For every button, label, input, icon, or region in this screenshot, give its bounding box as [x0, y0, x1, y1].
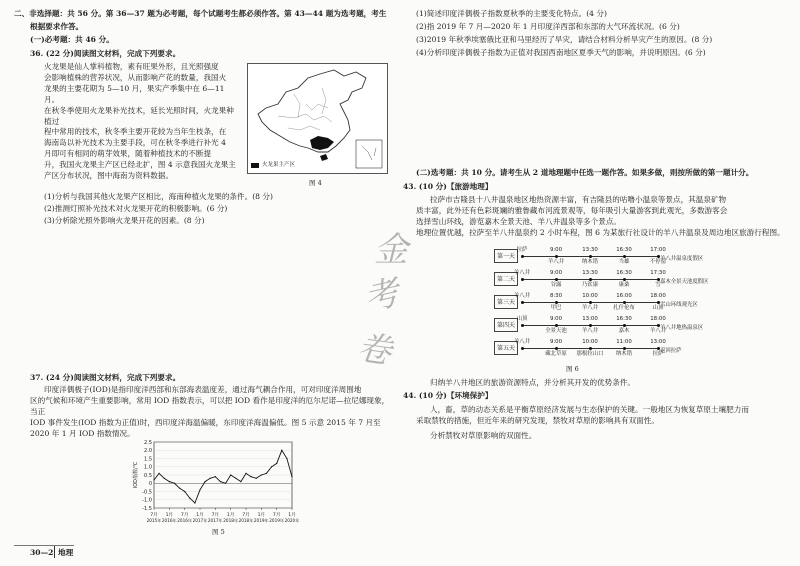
itinerary-note: 雪山环线观光区: [660, 302, 698, 308]
iod-data-point: [230, 474, 231, 475]
itinerary-stop-dot: [589, 324, 592, 327]
china-map-figure: [247, 63, 388, 174]
x-tick-label: 1月: [226, 513, 235, 518]
itinerary-stop-time: 18:00: [650, 316, 666, 322]
inset-lines: [362, 146, 376, 160]
optional-heading: (二)选考题：共 10 分。请考生从 2 道地理题中任选一题作答。如果多做，则按所做的第一题计分。: [416, 168, 754, 177]
itinerary-stop-time: 10:00: [582, 339, 598, 345]
passage-line: 质丰富，此外还有色彩斑斓的雅鲁藏布河流景观等，每年吸引大量游客到此观光，多数游客会: [416, 205, 728, 215]
iod-data-point: [256, 478, 257, 479]
passage-line: 产区分布状况，图中海南为资料数据。: [44, 171, 174, 181]
itinerary-stop-time: 13:00: [582, 316, 598, 322]
itinerary-stop-time: 13:30: [582, 247, 598, 253]
itinerary-stop-time: 8:30: [549, 293, 563, 299]
itinerary-stop-place: 羊八井: [581, 305, 599, 311]
q44-title: 44. (10 分)【环境保护】: [403, 391, 493, 400]
itinerary-stop-time: 9:00: [549, 316, 563, 322]
map-legend-label: 火龙果主产区: [262, 162, 296, 168]
itinerary-stop-dot: [521, 347, 524, 350]
q37-sub1: (1)简述印度洋偶极子指数夏秋季的主要变化特点。(4 分): [416, 9, 607, 18]
x-year-label: 2017年: [207, 518, 223, 523]
itinerary-stop-time: 16:30: [616, 247, 632, 253]
iod-data-point: [159, 473, 160, 474]
x-year-label: 2019年: [269, 518, 285, 523]
province-borders: [278, 88, 332, 130]
passage-line: 火龙果是仙人掌科植物，素有旺果外形，且光照强度: [44, 62, 219, 71]
itinerary-stop-time: 11:00: [616, 339, 632, 345]
x-year-label: 2020年: [284, 518, 300, 523]
itinerary-stop-place: 山顶: [652, 305, 664, 311]
fig4-caption: 图 4: [309, 179, 322, 187]
fig5-caption: 图 5: [212, 528, 225, 536]
itinerary-day-label: 第五天: [494, 341, 518, 355]
itinerary-stop-dot: [555, 278, 558, 281]
itinerary-stop-place: 雪: [655, 282, 661, 288]
iod-data-point: [266, 473, 267, 474]
iod-data-point: [199, 489, 200, 490]
x-year-label: 2016年: [177, 518, 193, 523]
required-heading: (一)必考题：共 46 分。: [30, 35, 114, 44]
y-tick-label: 2.0: [144, 448, 152, 455]
y-tick-label: 0: [148, 481, 152, 488]
iod-data-point: [210, 478, 211, 479]
q37-sub3: (3)2019 年秋季埃塞俄比亚和马里经历了旱灾，请结合材料分析旱灾产生的原因。(8 分): [416, 35, 713, 44]
y-axis-label: IOD指数/℃: [133, 461, 139, 489]
legend-swatch: [251, 163, 259, 168]
itinerary-stop-dot: [589, 347, 592, 350]
itinerary-stop-time: 13:30: [582, 270, 598, 276]
itinerary-stop-place: 嘉木: [618, 328, 630, 334]
itinerary-stop-place: 那根拉山口: [576, 351, 604, 357]
itinerary-stop-place: 藏北草原: [545, 351, 567, 357]
itinerary-stop-time: 羊八井: [513, 270, 531, 276]
itinerary-stop-dot: [555, 301, 558, 304]
itinerary-stop-place: 扎什伦布: [613, 305, 635, 311]
itinerary-stop-dot: [555, 324, 558, 327]
itinerary-stop-dot: [623, 301, 626, 304]
itinerary-day-label: 第四天: [494, 318, 518, 332]
itinerary-stop-place: 甲巴: [550, 305, 562, 311]
passage-line: 拉萨市吉隆县十八井温泉地区地热资源丰富，有吉隆县的咕噜小温泉等景点，其温泉矿物: [430, 195, 727, 204]
itinerary-stop-place: 乃钦康: [581, 282, 599, 288]
passage-line: 升，我国火龙果主产区已经北扩，图 4 示意我国火龙果主: [44, 160, 236, 170]
itinerary-stop-time: 16:30: [616, 316, 632, 322]
x-tick-label: 1月: [257, 513, 266, 518]
itinerary-stop-dot: [623, 278, 626, 281]
itinerary-row: [494, 315, 704, 338]
iod-data-point: [189, 498, 190, 499]
itinerary-stop-time: 16:00: [616, 293, 632, 299]
itinerary-note: 羊八井地热温泉区: [660, 325, 704, 331]
x-tick-label: 7月: [150, 513, 158, 518]
iod-data-point: [225, 483, 226, 484]
itinerary-stop-time: 10:00: [582, 293, 598, 299]
x-year-label: 2017年: [192, 518, 208, 523]
y-tick-label: 1.5: [144, 456, 152, 463]
passage-line: 在秋冬季使用火龙果补光技术，延长光照时间，火龙果种植过: [44, 105, 234, 126]
itinerary-stop-place: 拉萨: [652, 351, 664, 357]
x-year-label: 2015年: [146, 518, 162, 523]
q37-passage: [30, 385, 390, 440]
passage-line: 程中常用的技术，秋冬季主要开花较为当年生枝条，在: [44, 127, 227, 137]
q37-sub4: (4)分析印度洋偶极子指数为正值对我国西南地区夏季天气的影响，并说明原因。(6 分): [416, 48, 706, 57]
itinerary-stop-dot: [589, 255, 592, 258]
watermark-char: 金: [374, 230, 408, 270]
itinerary-stop-time: 9:00: [549, 247, 563, 253]
itinerary-stop-time: 羊八井: [513, 293, 531, 299]
itinerary-row: [494, 246, 704, 269]
passage-line: 2020 年 1 月 IOD 指数情况。: [30, 428, 135, 438]
x-tick-label: 7月: [272, 513, 281, 518]
iod-data-point: [276, 463, 277, 464]
itinerary-stop-time: 16:30: [616, 270, 632, 276]
itinerary-day-label: 第二天: [494, 272, 518, 286]
iod-data-point: [205, 481, 206, 482]
fig6-caption: 图 6: [566, 365, 579, 373]
itinerary-stop-place: 全景天池: [545, 328, 567, 334]
itinerary-stop-dot: [521, 324, 524, 327]
iod-data-point: [174, 483, 175, 484]
iod-data-point: [291, 476, 292, 477]
dragonfruit-region: [310, 136, 334, 150]
itinerary-stop-dot: [623, 324, 626, 327]
itinerary-stop-dot: [589, 278, 592, 281]
itinerary-stop-dot: [555, 347, 558, 350]
itinerary-row: [494, 269, 709, 292]
itinerary-note: 羊八井温泉度假区: [660, 256, 704, 262]
iod-data-point: [286, 458, 287, 459]
x-tick-label: 1月: [196, 513, 204, 518]
passage-line: 月即可有相同的萌芽效果，随着种植技术的不断提: [44, 149, 212, 159]
iod-data-point: [281, 450, 282, 451]
q36-title: 36. (22 分)阅读图文材料，完成下列要求。: [30, 49, 181, 58]
itinerary-stop-time: 羊八井: [513, 339, 531, 345]
passage-line: 选择雪山环线，游览嘉木全景天池、羊八井温泉等多个景点。: [416, 216, 622, 226]
itinerary-day-label: 第三天: [494, 295, 518, 309]
passage-line: 会影响植株的营养状况，从而影响产花的数量，我国火: [44, 72, 227, 82]
q43-title: 43. (10 分)【旅游地理】: [403, 182, 493, 191]
iod-series-line: [154, 450, 292, 503]
x-year-label: 2016年: [161, 518, 177, 523]
itinerary-stop-dot: [555, 255, 558, 258]
passage-line: 印度洋偶极子(IOD)是指印度洋西部和东部海表温度差，通过海气耦合作用，可对印度洋周围地: [44, 385, 362, 394]
q43-passage: [416, 195, 790, 239]
x-year-label: 2018年: [238, 518, 254, 523]
q44-question: 分析禁牧对草原影响的双面性。: [430, 431, 537, 440]
iod-data-point: [251, 476, 252, 477]
x-tick-label: 7月: [242, 513, 250, 518]
q37-sub2: (2)指 2019 年 7 月—2020 年 1 月印度洋西部和东部的大气环流状况。(6 分): [416, 22, 680, 31]
q44-passage: [416, 405, 790, 427]
watermark-char: 卷: [354, 327, 395, 373]
itinerary-row: [494, 338, 690, 361]
iod-data-point: [261, 474, 262, 475]
itinerary-stop-dot: [521, 301, 524, 304]
footer-page-number: 30—2: [30, 548, 54, 557]
iod-chart: [130, 436, 302, 526]
passage-line: 龙果的主要花期为 5—10 月，果实产季集中在 6—11 月。: [44, 83, 225, 104]
x-tick-label: 1月: [165, 513, 174, 518]
itinerary-stop-time: 9:00: [549, 270, 563, 276]
itinerary-stop-dot: [623, 255, 626, 258]
x-year-label: 2018年: [223, 518, 239, 523]
itinerary-figure: [494, 246, 709, 362]
passage-line: 海南岛以补光技术为主要手段，可在秋冬季进行补光 4: [44, 138, 226, 148]
x-year-label: 2019年: [253, 518, 269, 523]
iod-data-point: [220, 481, 221, 482]
section-heading: 二、非选择题：共 56 分。第 36—37 题为必考题，每个试题考生都必须作答。第 43—44 题为选考题，考生: [14, 9, 387, 18]
itinerary-stop-time: 拉萨: [516, 247, 528, 253]
itinerary-stop-time: 18:00: [650, 293, 666, 299]
iod-data-point: [240, 481, 241, 482]
passage-line: 人，畜，草的动态关系是平衡草原经济发展与生态保护的关键。一般地区为恢复草原土壤肥力而: [430, 405, 749, 414]
y-tick-label: -1.5: [142, 505, 152, 512]
passage-line: 采取禁牧的措施，但近年来的研究发现，禁牧对草原的影响具有双面性。: [416, 415, 659, 425]
itinerary-note: 嘉木全景天池度假区: [660, 279, 709, 285]
y-tick-label: -1.0: [142, 497, 152, 504]
passage-line: IOD 事件发生(IOD 指数为正值)时，西印度洋海温偏暖，东印度洋海温偏低。图 5 示意 2015 年 7 月至: [30, 417, 381, 427]
q43-question: 归纳羊八井地区的旅游资源特点，并分析其开发的优势条件。: [430, 378, 636, 387]
itinerary-stop-dot: [521, 255, 524, 258]
iod-data-point: [245, 473, 246, 474]
iod-chart-figure: [130, 436, 302, 526]
itinerary-stop-time: 17:30: [650, 270, 666, 276]
y-tick-label: 0.5: [144, 472, 152, 479]
china-map: [248, 64, 387, 173]
y-tick-label: 2.5: [144, 439, 152, 446]
y-tick-label: 1.0: [144, 464, 152, 471]
iod-data-point: [164, 478, 165, 479]
itinerary-stop-time: 山顶: [516, 316, 528, 322]
footer-rule: [14, 545, 74, 546]
footer-divider: [54, 546, 55, 558]
iod-data-point: [215, 476, 216, 477]
iod-data-point: [194, 502, 195, 503]
itinerary-stop-time: 9:00: [549, 339, 563, 345]
itinerary-stop-place: 纳木错: [615, 351, 633, 357]
itinerary-stop-time: 13:00: [650, 339, 666, 345]
itinerary-stop-place: 羊八井: [581, 328, 599, 334]
hainan-island: [320, 154, 328, 161]
y-tick-label: -0.5: [142, 489, 152, 496]
itinerary-stop-dot: [521, 278, 524, 281]
itinerary-note: 返回拉萨: [660, 348, 682, 354]
itinerary-stop-place: 谷露: [550, 282, 562, 288]
q36-passage: [44, 62, 239, 182]
iod-data-point: [153, 479, 154, 480]
passage-line: 区的气候和环境产生重要影响，常用 IOD 指数表示，可以把 IOD 看作是印度洋的厄尔尼诺—拉尼娜现象，当正: [30, 395, 390, 416]
iod-data-point: [179, 488, 180, 489]
itinerary-stop-place: 康桑: [618, 282, 630, 288]
itinerary-stop-time: 17:00: [650, 247, 666, 253]
itinerary-row: [494, 292, 698, 315]
iod-data-point: [169, 481, 170, 482]
q36-sub2: (2)推测灯照补光技术对火龙果开花的积极影响。(6 分): [44, 204, 228, 213]
itinerary-stop-place: 纳木错: [581, 259, 599, 265]
q36-sub1: (1)分析与我国其他火龙果产区相比，海南种植火龙果的条件。(8 分): [44, 192, 273, 201]
itinerary-stop-dot: [623, 347, 626, 350]
x-tick-label: 1月: [288, 513, 296, 518]
passage-line: 地理位置优越，拉萨至羊八井温泉约 2 小时车程，图 6 为某旅行社设计的羊八井温泉及周边地区旅游行程图。: [416, 227, 785, 237]
itinerary-stop-place: 当雄: [618, 259, 630, 265]
itinerary-stop-place: 羊八井: [649, 328, 667, 334]
itinerary-stop-dot: [589, 301, 592, 304]
section-heading-cont: 根据要求作答。: [30, 22, 84, 31]
q36-sub3: (3)分析除光照外影响火龙果开花的因素。(8 分): [44, 216, 205, 225]
itinerary-stop-place: 羊八井: [547, 259, 565, 265]
q37-title: 37. (24 分)阅读图文材料，完成下列要求。: [30, 373, 181, 382]
iod-data-point: [184, 491, 185, 492]
footer-subject: 地理: [58, 548, 74, 557]
itinerary-stop-place: 不停留: [649, 259, 667, 265]
watermark-char: 考: [360, 272, 403, 320]
iod-data-point: [271, 466, 272, 467]
x-tick-label: 7月: [211, 513, 220, 518]
iod-data-point: [235, 478, 236, 479]
x-tick-label: 7月: [180, 513, 189, 518]
itinerary-day-label: 第一天: [494, 249, 518, 263]
